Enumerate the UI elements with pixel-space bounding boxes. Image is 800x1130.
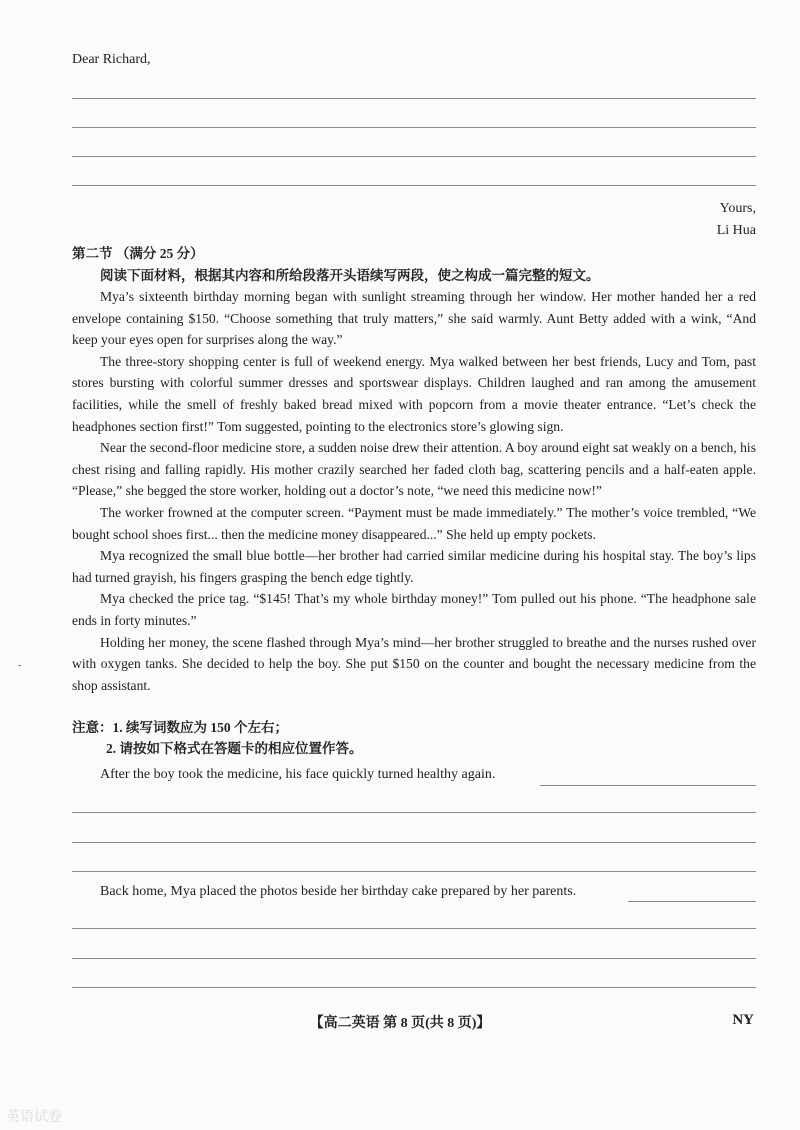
story-text <box>72 286 756 696</box>
letter-salutation: Dear Richard, <box>72 52 151 67</box>
note-word-count: 注意：1. 续写词数应为 150 个左右； <box>72 720 288 735</box>
story-paragraph: The three-story shopping center is full of weekend energy. Mya walked between her best friends, Lucy and Tom, past stores bursting with colorful summer dresses and sportswear displays. Children laughed and ran among the amusement facilities, while the smell of freshly baked bread mixed with popcorn from a movie theater entrance. “Let’s check the headphones section first!” Tom suggested, pointing to the electronics store’s glowing sign. <box>72 353 756 434</box>
writing-line <box>540 785 756 786</box>
paragraph-starter-1: After the boy took the medicine, his face quickly turned healthy again. <box>100 767 496 782</box>
writing-line <box>72 127 756 128</box>
page-footer: 【高二英语 第 8 页(共 8 页)】 <box>309 1016 491 1031</box>
story-paragraph: Holding her money, the scene flashed through Mya’s mind—her brother struggled to breathe and the nurses rushed over with oxygen tanks. She decided to help the boy. She put $150 on the counter and bought the necessary medicine from the shop assistant. <box>72 634 756 693</box>
story-paragraph: Near the second-floor medicine store, a sudden noise drew their attention. A boy around eight sat weakly on a bench, his chest rising and falling rapidly. His mother crazily searched her faded cloth bag, scattering pencils and a half-eaten apple. “Please,” she begged the store worker, holding out a doctor’s note, “we need this medicine now!” <box>72 440 756 499</box>
section-title: 第二节 （满分 25 分） <box>72 246 204 261</box>
writing-line <box>72 156 756 157</box>
writing-line <box>72 812 756 813</box>
story-paragraph: Mya’s sixteenth birthday morning began with sunlight streaming through her window. Her mother handed her a red envelope containing $150. “Choose something that truly matters,” she said warmly. Aunt Betty added with a wink, “And keep your eyes open for surprises along the way.” <box>72 289 756 348</box>
story-paragraph: The worker frowned at the computer screen. “Payment must be made immediately.” The mother’s voice trembled, “We bought school shoes first... then the medicine money disappeared...” She held up empty pockets. <box>72 504 756 542</box>
paragraph-starter-2: Back home, Mya placed the photos beside her birthday cake prepared by her parents. <box>100 884 577 899</box>
letter-closing: Yours, <box>719 201 756 216</box>
writing-line <box>72 185 756 186</box>
section-instruction: 阅读下面材料，根据其内容和所给段落开头语续写两段，使之构成一篇完整的短文。 <box>100 268 600 283</box>
writing-line <box>628 901 756 902</box>
writing-line <box>72 842 756 843</box>
writing-line <box>72 98 756 99</box>
letter-signature: Li Hua <box>716 223 756 238</box>
paper-code: NY <box>732 1012 754 1028</box>
note-format: 2. 请按如下格式在答题卡的相应位置作答。 <box>106 741 363 756</box>
story-paragraph: Mya recognized the small blue bottle—her brother had carried similar medicine during his hospital stay. The boy’s lips had turned grayish, his fingers grasping the bench edge tightly. <box>72 548 756 585</box>
story-paragraph: Mya checked the price tag. “$145! That’s my whole birthday money!” Tom pulled out his phone. “The headphone sale ends in forty minutes.” <box>72 591 756 628</box>
notes <box>72 717 363 759</box>
writing-line <box>72 958 756 959</box>
margin-mark: - <box>18 660 22 671</box>
writing-line <box>72 871 756 872</box>
writing-line <box>72 987 756 988</box>
watermark-text: 英语试卷 <box>6 1109 62 1125</box>
writing-line <box>72 928 756 929</box>
